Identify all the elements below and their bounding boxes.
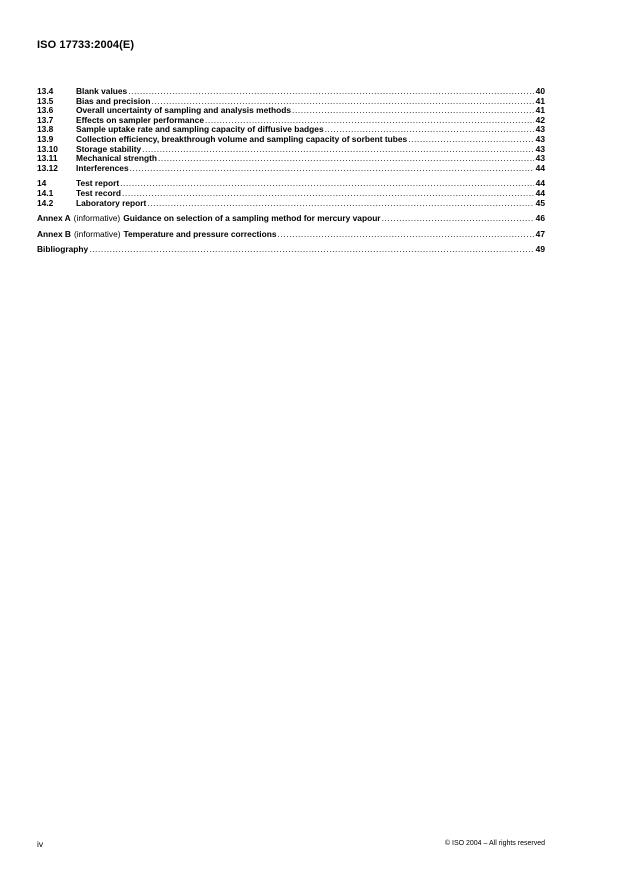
toc-entry-page: 43 (535, 153, 545, 164)
annex-informative-label: (informative) (73, 228, 121, 239)
toc-entry-title: Test record (76, 187, 121, 198)
toc-entry-title: Guidance on selection of a sampling method for mercury vapour (123, 213, 381, 224)
toc-entry-title: Blank values (76, 86, 128, 96)
toc-entry-14-2[interactable] (37, 199, 545, 209)
toc-entry-page: 44 (535, 187, 545, 198)
toc-dot-leader (122, 189, 534, 199)
toc-entry-title: Test report (76, 178, 120, 189)
toc-entry-page: 44 (535, 162, 545, 173)
toc-dot-leader (89, 245, 534, 255)
toc-dot-leader (128, 87, 534, 97)
toc-entry-annex-b[interactable] (37, 230, 545, 240)
toc-entry-title: Bibliography (37, 244, 89, 255)
toc-entry-number: 14 (37, 178, 47, 189)
toc-entry-title: Effects on sampler performance (76, 114, 204, 125)
toc-entry-number: 13.5 (37, 95, 54, 106)
toc-entry-page: 44 (535, 178, 545, 189)
annex-label: Annex B (37, 228, 71, 239)
toc-entry-number: 13.6 (37, 105, 54, 116)
toc-entry-number: 13.12 (37, 162, 58, 173)
toc-entry-page: 43 (535, 133, 545, 144)
annex-informative-label: (informative) (73, 213, 121, 224)
toc-entry-page: 41 (535, 105, 545, 116)
toc-entry-title: Collection efficiency, breakthrough volume and sampling capacity of sorbent tubes (76, 133, 408, 144)
toc-entry-title: Overall uncertainty of sampling and analysis methods (76, 105, 292, 116)
toc-entry-page: 46 (535, 213, 545, 224)
toc-entry-page: 40 (535, 86, 545, 96)
toc-entry-number: 13.7 (37, 114, 54, 125)
toc-entry-title: Storage stability (76, 143, 142, 154)
toc-dot-leader (120, 179, 534, 189)
toc-entry-page: 43 (535, 143, 545, 154)
toc-entry-number: 14.2 (37, 197, 54, 208)
toc-entry-number: 13.9 (37, 133, 54, 144)
toc-dot-leader (142, 145, 534, 155)
toc-entry-title: Temperature and pressure corrections (123, 228, 277, 239)
toc-entry-number: 13.8 (37, 124, 54, 135)
toc-entry-page: 42 (535, 114, 545, 125)
toc-dot-leader (382, 214, 534, 224)
toc-dot-leader (408, 135, 534, 145)
annex-label: Annex A (37, 213, 71, 224)
toc-entry-number: 13.4 (37, 86, 54, 96)
toc-entry-title: Interferences (76, 162, 129, 173)
toc-dot-leader (292, 106, 534, 116)
toc-entry-page: 47 (535, 228, 545, 239)
toc-entry-page: 45 (535, 197, 545, 208)
toc-entry-title: Sample uptake rate and sampling capacity of diffusive badges (76, 124, 324, 135)
toc-entry-number: 13.11 (37, 153, 58, 164)
toc-entry-13-12[interactable] (37, 164, 545, 174)
toc-dot-leader (158, 154, 534, 164)
toc-entry-title: Bias and precision (76, 95, 151, 106)
toc-dot-leader (147, 199, 534, 209)
toc-entry-bibliography[interactable] (37, 245, 545, 255)
footer-copyright: © ISO 2004 – All rights reserved (444, 840, 545, 847)
toc-entry-page: 49 (535, 244, 545, 255)
toc-entry-title: Laboratory report (76, 197, 147, 208)
toc-entry-number: 13.10 (37, 143, 58, 154)
document-header-title: ISO 17733:2004(E) (37, 39, 135, 51)
table-of-contents (37, 87, 545, 255)
toc-entry-page: 43 (535, 124, 545, 135)
footer-page-number: iv (37, 839, 44, 849)
toc-entry-page: 41 (535, 95, 545, 106)
toc-entry-title: Mechanical strength (76, 153, 157, 164)
toc-dot-leader (130, 164, 534, 174)
toc-entry-annex-a[interactable] (37, 214, 545, 224)
toc-entry-number: 14.1 (37, 187, 54, 198)
toc-dot-leader (278, 230, 534, 240)
